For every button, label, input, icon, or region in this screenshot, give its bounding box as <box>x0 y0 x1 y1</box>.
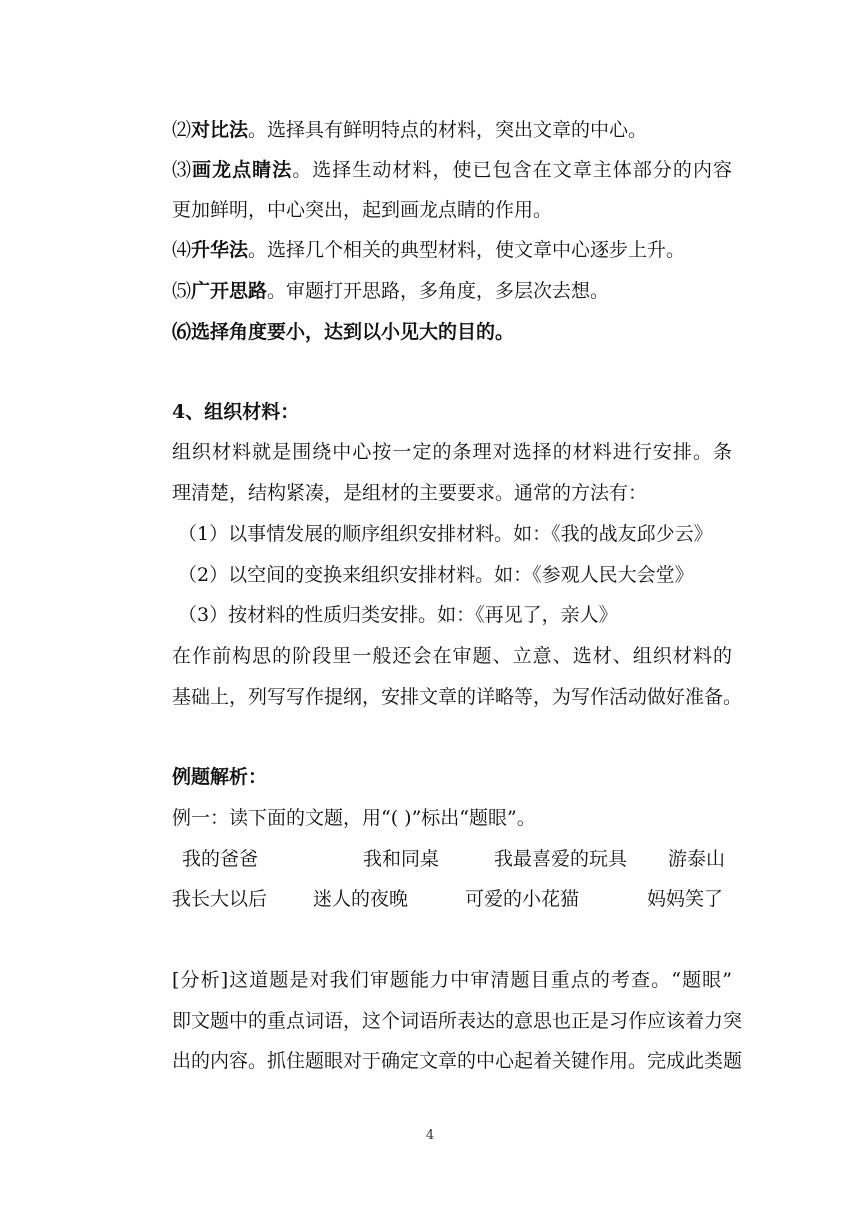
paragraph-line: 基础上，列写写作提纲，安排文章的详略等，为写作活动做好准备。 <box>172 686 743 708</box>
title-option: 我和同桌 <box>363 848 440 870</box>
list-item: （2）以空间的变换来组织安排材料。如：《参观人民大会堂》 <box>178 564 694 586</box>
method-item-3 <box>172 157 732 183</box>
title-option: 我的爸爸 <box>182 848 259 870</box>
method-item-2 <box>172 117 860 143</box>
method-text: 。选择具有鲜明特点的材料，突出文章的中心。 <box>248 119 648 141</box>
method-number: ⑵ <box>172 119 192 141</box>
analysis-line: 出的内容。抓住题眼对于确定文章的中心起着关键作用。完成此类题 <box>172 1050 743 1072</box>
paragraph-line: 理清楚，结构紧凑，是组材的主要要求。通常的方法有： <box>172 482 648 504</box>
method-text: 。选择生动材料，使已包含在文章主体部分的内容 <box>292 159 732 181</box>
method-item-3-cont: 更加鲜明，中心突出，起到画龙点睛的作用。 <box>172 199 553 221</box>
section-heading: 4、组织材料： <box>172 401 300 423</box>
page-number: 4 <box>425 1128 435 1143</box>
title-option: 妈妈笑了 <box>647 888 724 910</box>
analysis-line: 即文题中的重点词语，这个词语所表达的意思也正是习作应该着力突 <box>172 1010 743 1032</box>
title-option: 游泰山 <box>668 848 726 870</box>
method-number: ⑷ <box>172 239 192 261</box>
title-option: 可爱的小花猫 <box>465 888 580 910</box>
analysis-line: [分析]这道题是对我们审题能力中审清题目重点的考查。“题眼” <box>172 969 732 991</box>
method-number: ⑶ <box>172 159 193 181</box>
paragraph-line: 在作前构思的阶段里一般还会在审题、立意、选材、组织材料的 <box>172 645 732 667</box>
title-option: 迷人的夜晚 <box>313 888 409 910</box>
list-item: （1）以事情发展的顺序组织安排材料。如：《我的战友邱少云》 <box>178 523 713 545</box>
method-number: ⑸ <box>172 280 192 302</box>
example-question: 例一：读下面的文题，用“( )”标出“题眼”。 <box>172 807 536 829</box>
method-number: ⑹ <box>172 321 192 343</box>
method-item-4 <box>172 237 860 263</box>
method-title: 选择角度要小，达到以小见大的目的。 <box>191 321 515 343</box>
method-title: 对比法 <box>191 119 249 141</box>
paragraph-line: 组织材料就是围绕中心按一定的条理对选择的材料进行安排。条 <box>172 441 732 463</box>
example-heading: 例题解析： <box>172 766 268 788</box>
method-title: 广开思路 <box>191 280 268 302</box>
method-title: 升华法 <box>191 239 249 261</box>
title-option: 我最喜爱的玩具 <box>494 848 628 870</box>
method-item-5 <box>172 278 860 304</box>
list-item: （3）按材料的性质归类安排。如：《再见了，亲人》 <box>178 604 618 626</box>
method-title: 画龙点睛法 <box>192 159 293 181</box>
method-text: 。选择几个相关的典型材料，使文章中心逐步上升。 <box>248 239 686 261</box>
method-text: 。审题打开思路，多角度，多层次去想。 <box>267 280 610 302</box>
title-option: 我长大以后 <box>172 888 268 910</box>
method-item-6 <box>172 319 860 345</box>
